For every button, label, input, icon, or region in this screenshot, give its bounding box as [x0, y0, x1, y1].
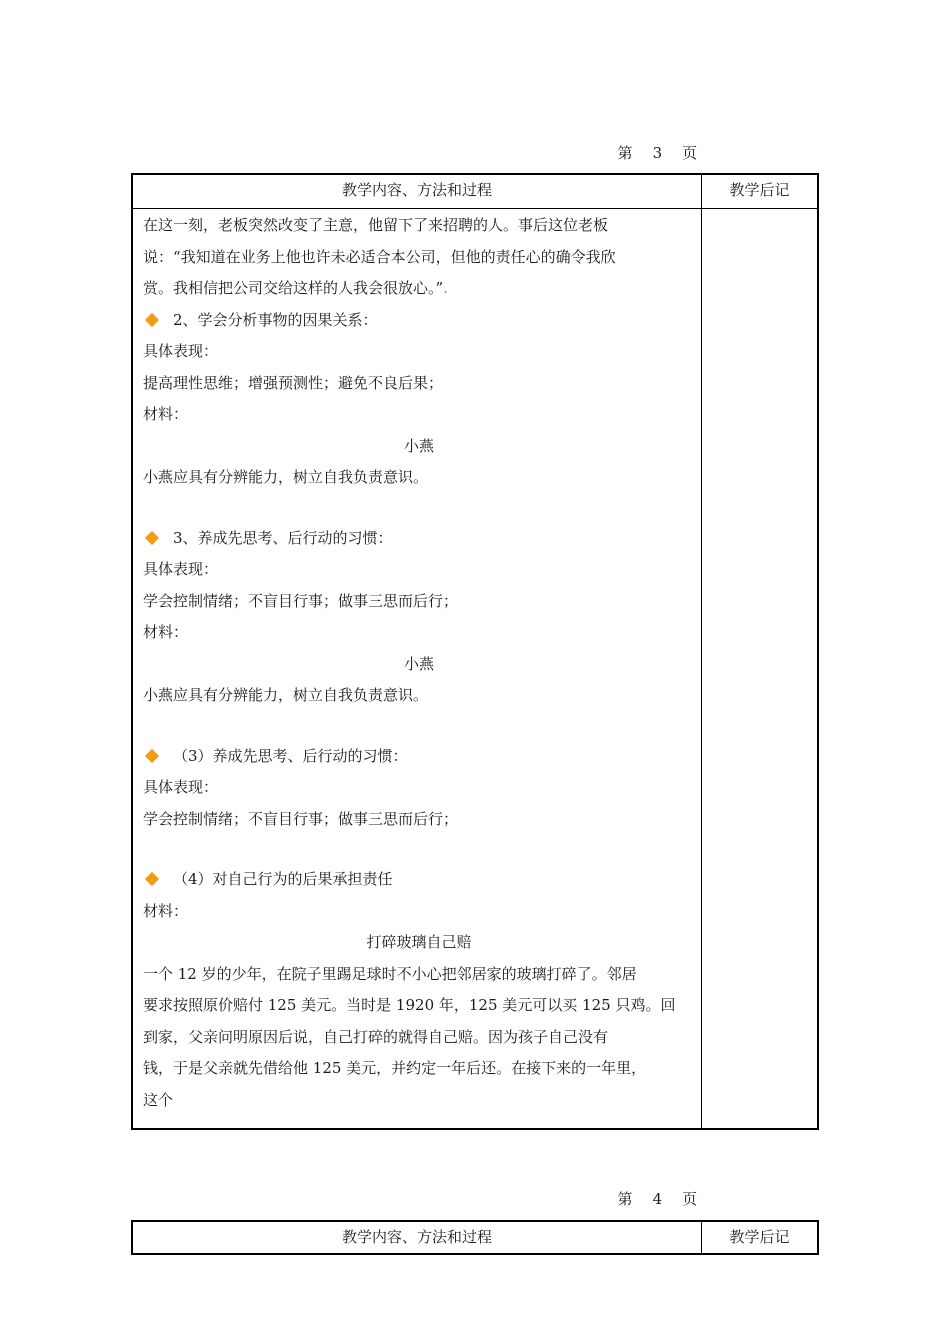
text-line: 具体表现： — [143, 342, 219, 360]
story-title: 小燕 — [403, 654, 434, 673]
header-content-method-process: 教学内容、方法和过程 — [341, 1228, 492, 1246]
header-content-method-process: 教学内容、方法和过程 — [341, 181, 492, 199]
spacer — [143, 835, 695, 864]
diamond-bullet-icon — [145, 312, 159, 326]
text-line: 小燕应具有分辨能力，树立自我负责意识。 — [143, 468, 429, 486]
diamond-bullet-icon — [145, 748, 159, 762]
story-title: 小燕 — [403, 436, 434, 455]
section-title: （4）对自己行为的后果承担责任 — [173, 870, 393, 888]
page-number — [608, 124, 697, 163]
lesson-table — [131, 1220, 819, 1255]
table-header — [133, 1222, 817, 1255]
text-line: 小燕应具有分辨能力，树立自我负责意识。 — [143, 686, 429, 704]
section-title: 2、学会分析事物的因果关系： — [173, 310, 378, 329]
header-teaching-notes: 教学后记 — [729, 181, 790, 199]
table-header — [133, 175, 817, 209]
text-line: 这个 — [143, 1090, 174, 1109]
diamond-bullet-icon — [145, 872, 159, 886]
text-line: 学会控制情绪；不盲目行事；做事三思而后行； — [143, 591, 459, 610]
text-line: 要求按照原价赔付 125 美元。当时是 1920 年，125 美元可以买 125 只鸡。回 — [143, 996, 676, 1014]
story-title: 打碎玻璃自己赔 — [366, 933, 472, 951]
text-line: 提高理性思维；增强预测性；避免不良后果； — [143, 373, 444, 392]
diamond-bullet-icon — [145, 530, 159, 544]
text-line: 具体表现： — [143, 778, 219, 796]
column-divider — [701, 175, 702, 1128]
section-title: 3、养成先思考、后行动的习惯： — [173, 528, 393, 547]
text-line: 钱，于是父亲就先借给他 125 美元，并约定一年后还。在接下来的一年里， — [143, 1059, 647, 1077]
page-label-suffix: 页 — [682, 1190, 698, 1208]
section-heading — [143, 864, 695, 896]
page-label-suffix: 页 — [682, 144, 698, 162]
section-heading — [143, 305, 695, 337]
section-title: （3）养成先思考、后行动的习惯： — [173, 746, 408, 765]
header-teaching-notes: 教学后记 — [729, 1228, 790, 1246]
text-line: 材料： — [143, 405, 189, 423]
text-line: 具体表现： — [143, 560, 219, 578]
page-number — [608, 1170, 697, 1209]
section-heading — [143, 523, 695, 555]
decorative-dot: . — [443, 279, 448, 297]
lesson-content — [143, 210, 695, 1116]
text-line: 在这一刻，老板突然改变了主意，他留下了来招聘的人。事后这位老板 — [143, 216, 609, 234]
text-line: 材料： — [143, 623, 189, 641]
text-line: 一个 12 岁的少年，在院子里踢足球时不小心把邻居家的玻璃打碎了。邻居 — [143, 964, 637, 983]
lesson-table — [131, 173, 819, 1130]
page-label-prefix: 第 — [617, 144, 633, 162]
text-line — [143, 273, 695, 305]
spacer — [143, 712, 695, 741]
page-number-value: 3 — [652, 144, 663, 162]
text-line: 到家，父亲问明原因后说，自己打碎的就得自己赔。因为孩子自己没有 — [143, 1027, 609, 1046]
text-line: 材料： — [143, 901, 189, 920]
page-label-prefix: 第 — [617, 1190, 633, 1208]
text-span: 赏。我相信把公司交给这样的人我会很放心。” — [143, 279, 444, 297]
page-number-value: 4 — [652, 1190, 663, 1208]
text-line: 说：“我知道在业务上他也许未必适合本公司，但他的责任心的确令我欣 — [143, 247, 616, 266]
spacer — [143, 494, 695, 523]
text-line: 学会控制情绪；不盲目行事；做事三思而后行； — [143, 809, 459, 828]
section-heading — [143, 741, 695, 773]
